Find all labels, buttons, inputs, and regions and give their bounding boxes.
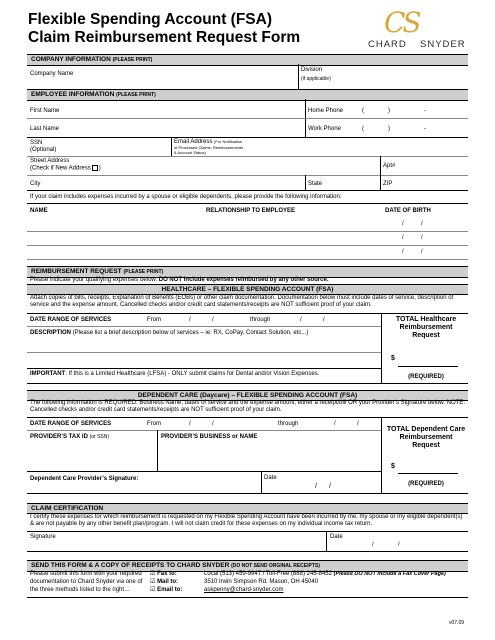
healthcare-total-field[interactable]	[398, 350, 458, 367]
version-label: v07.09	[449, 620, 465, 626]
healthcare-description-field[interactable]	[28, 340, 380, 367]
fax-value: Local (513) 459-9947 / Toll-Free (888) 245-8452 (Please DO NOT include a Fax Cover Page)	[204, 571, 446, 577]
last-name-label: Last Name	[30, 126, 60, 132]
company-name-label: Company Name	[30, 71, 74, 77]
dependents-note: If your claim includes expenses incurred by a spouse or eligible dependents, please provide the following information:	[30, 194, 342, 200]
email-check-icon: ☑	[150, 587, 156, 593]
dependent-care-dollar-sign: $	[391, 463, 395, 470]
dependent-care-date-range-label: DATE RANGE OF SERVICES	[30, 421, 112, 427]
certification-date-field[interactable]	[350, 533, 465, 550]
email-field[interactable]	[250, 139, 465, 155]
provider-business-label: PROVIDER’S BUSINESS or NAME	[161, 434, 258, 440]
provider-signature-field[interactable]	[140, 473, 258, 491]
logo-mark: CS	[384, 6, 419, 39]
street-address-label: Street Address	[30, 158, 70, 164]
city-label: City	[30, 181, 41, 187]
form-title-line1: Flexible Spending Account (FSA)	[28, 11, 272, 28]
division-label: Division	[301, 67, 323, 73]
healthcare-dollar-sign: $	[391, 355, 395, 362]
home-phone-field[interactable]	[350, 103, 460, 117]
healthcare-description-label: DESCRIPTION (Please list a brief description below of services – ie: RX, CoPay, Contact Solution, etc...)	[30, 330, 309, 336]
chard-snyder-logo	[368, 7, 468, 51]
dependent-care-required-label: (REQUIRED)	[408, 481, 444, 487]
mail-value: 3510 Irwin Simpson Rd. Mason, OH 45040	[204, 579, 319, 585]
provider-date-field[interactable]	[290, 473, 378, 491]
mail-row: ☑ Mail to:	[150, 579, 179, 585]
dependent-relationship-header: RELATIONSHIP TO EMPLOYEE	[206, 208, 296, 214]
apt-label: Apt#	[383, 163, 396, 169]
new-address-note: (Check if New Address )	[30, 165, 101, 172]
provider-signature-label: Dependent Care Provider’s Signature:	[30, 476, 139, 482]
work-phone-label: Work Phone	[308, 126, 341, 132]
form-title-line2: Claim Reimbursement Request Form	[28, 29, 301, 46]
ssn-field[interactable]	[90, 139, 168, 155]
dependent-care-section-header: DEPENDENT CARE (Daycare) – FLEXIBLE SPENDING ACCOUNT (FSA)	[27, 390, 468, 401]
ssn-label: SSN	[30, 140, 43, 146]
mail-check-icon: ☑	[150, 579, 156, 585]
division-note: (if applicable)	[301, 76, 331, 82]
dependent-1-name-field[interactable]	[28, 217, 203, 230]
email-row: ☑ Email to:	[150, 587, 183, 593]
healthcare-total-title: TOTAL Healthcare Reimbursement Request	[395, 316, 457, 340]
first-name-field[interactable]	[80, 103, 300, 117]
provider-business-field[interactable]	[159, 442, 379, 470]
dependent-care-info-text: The following information is REQUIRED: Business Name; dates of service and the expense amount; either a receipt/bill OR your Provider’s Signature below. NOTE: Cancelled checks and/or credit card statements/receipts are NOT sufficient proof of your claim.	[30, 400, 465, 413]
work-phone-field[interactable]	[350, 121, 460, 135]
new-address-checkbox[interactable]	[92, 165, 98, 171]
ssn-note: (Optional)	[30, 147, 57, 153]
reimbursement-instruction: Please indicate your qualifying expenses below. DO NOT include expenses reimbursed by any other source.	[30, 277, 329, 283]
dependent-care-total-field[interactable]	[398, 458, 458, 474]
dependent-3-name-field[interactable]	[28, 246, 203, 259]
provider-tax-id-label: PROVIDER’S TAX ID (or SSN)	[30, 434, 110, 440]
provider-date-label: Date	[264, 475, 277, 481]
dependent-name-header: NAME	[30, 208, 48, 214]
city-field[interactable]	[50, 177, 300, 189]
certification-signature-field[interactable]	[70, 533, 322, 550]
company-section-header: COMPANY INFORMATION (PLEASE PRINT)	[27, 54, 468, 66]
first-name-label: First Name	[30, 108, 60, 114]
dependent-dob-header: DATE OF BIRTH	[385, 208, 431, 214]
last-name-field[interactable]	[80, 121, 300, 135]
home-phone-label: Home Phone	[308, 108, 344, 114]
certification-text: I certify these expenses for which reimbursement is requested on my Flexible Spending Account have been incurred by me, my spouse or my eligible dependent(s) & are not payable by any other benefit plan/program. I will not claim credit for these expenses on my individual income tax return.	[30, 514, 463, 527]
logo-name-right: SNYDER	[420, 39, 466, 50]
state-label: State	[308, 181, 323, 187]
logo-name-left: CHARD	[368, 39, 407, 50]
healthcare-attach-text: Attach copies of bills, receipts, Explanation of Benefits (EOBs) or other claim documentation. Documentation below must include dates of service, description of service and the expense amount. Cancelled checks and/or credit card statements/receipts are NOT sufficient proof of your claim.	[30, 295, 454, 308]
provider-tax-id-field[interactable]	[28, 442, 155, 470]
email-label: Email Address (For Notification	[174, 139, 243, 145]
dependent-2-name-field[interactable]	[28, 232, 203, 245]
send-intro: Please submit this form with your required documentation to Chard Snyder via one of the three methods listed to the right…	[30, 571, 143, 593]
healthcare-important-note: IMPORTANT: If this is a Limited Healthcare (LFSA) - ONLY submit claims for Dental and/or Vision Expenses.	[30, 371, 320, 377]
send-section-header: SEND THIS FORM & A COPY OF RECEIPTS TO CHARD SNYDER (DO NOT SEND ORGINAL RECEIPTS)	[27, 560, 468, 572]
company-name-field[interactable]	[70, 68, 295, 84]
employee-section-header: EMPLOYEE INFORMATION (PLEASE PRINT)	[27, 89, 468, 101]
dependent-care-total-title: TOTAL Dependent Care Reimbursement Request	[386, 426, 466, 450]
certification-signature-label: Signature	[30, 534, 56, 540]
healthcare-date-range-label: DATE RANGE OF SERVICES	[30, 317, 112, 323]
fax-row: ☑ Fax to:	[150, 571, 177, 577]
healthcare-required-label: (REQUIRED)	[408, 374, 444, 380]
reimbursement-section-header: REIMBURSEMENT REQUEST (PLEASE PRINT)	[27, 266, 468, 278]
certification-section-header: CLAIM CERTIFICATION	[27, 503, 468, 514]
street-address-field[interactable]	[110, 158, 375, 174]
fax-check-icon: ☑	[150, 571, 156, 577]
zip-label: ZIP	[383, 181, 393, 187]
healthcare-section-header: HEALTHCARE – FLEXIBLE SPENDING ACCOUNT (FSA)	[27, 284, 468, 295]
email-link[interactable]: askpenny@chard-snyder.com	[204, 587, 284, 593]
certification-date-label: Date	[330, 534, 343, 540]
